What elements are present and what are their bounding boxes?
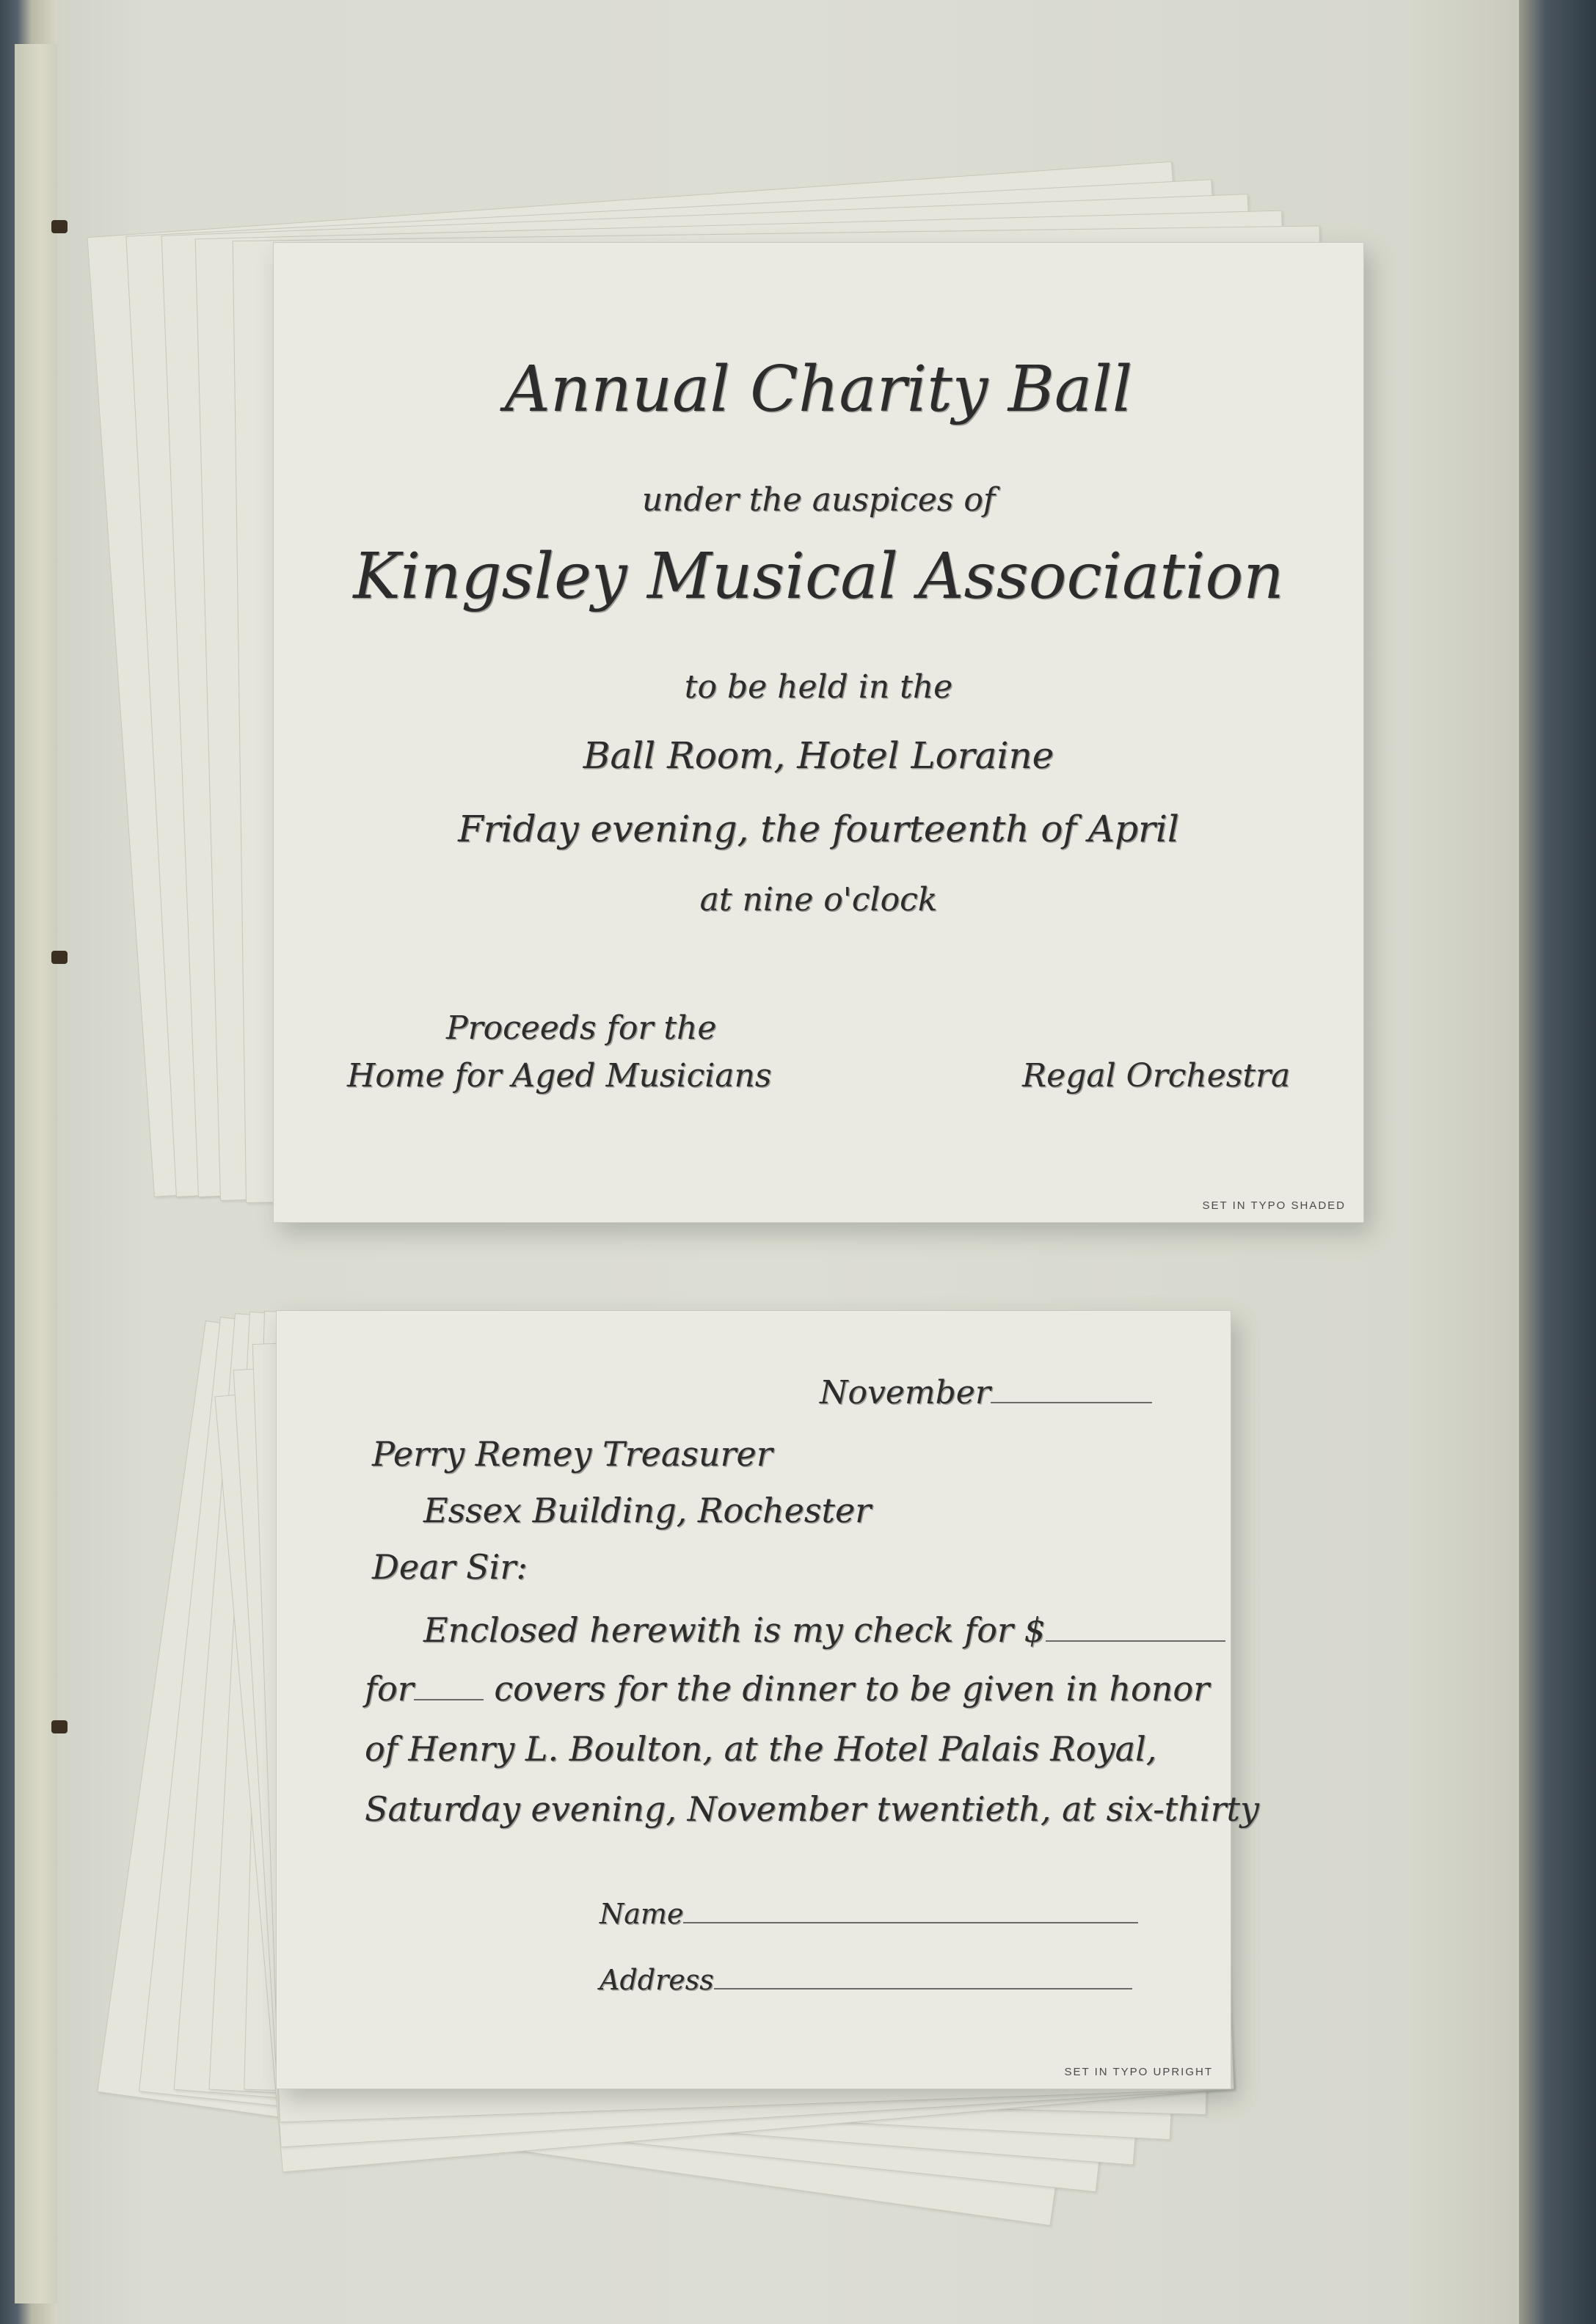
typeface-credit: SET IN TYPO UPRIGHT [1064, 2066, 1213, 2078]
address-blank-line [714, 1988, 1132, 1989]
proceeds-line-1: Proceeds for the [446, 1009, 717, 1047]
book-binding-right [1519, 0, 1596, 2324]
card-title: Annual Charity Ball [504, 353, 1133, 426]
body-line-1: Enclosed herewith is my check for $ [423, 1610, 1225, 1650]
name-blank-line [683, 1922, 1138, 1923]
month-label: November [820, 1374, 991, 1411]
auspices-line: under the auspices of [641, 481, 996, 519]
address-label: Address [600, 1964, 714, 1996]
amount-blank-line [1046, 1640, 1225, 1642]
addressee: Perry Remey Treasurer [372, 1434, 773, 1474]
proceeds-line-2: Home for Aged Musicians [347, 1057, 772, 1095]
location-intro: to be held in the [684, 668, 953, 706]
event-date: Friday evening, the fourteenth of April [458, 808, 1179, 850]
binding-hole [51, 220, 68, 233]
body-line-3: of Henry L. Boulton, at the Hotel Palais Royal, [365, 1729, 1157, 1769]
binding-hole [51, 951, 68, 964]
body-line-2: for covers for the dinner to be given in honor [365, 1669, 1210, 1709]
name-line [600, 1898, 1138, 1930]
dinner-reservation-card [276, 1310, 1259, 2089]
salutation: Dear Sir: [372, 1547, 528, 1587]
previous-page-edge [15, 44, 58, 2303]
typeface-credit: SET IN TYPO SHADED [1202, 1199, 1346, 1212]
address-line [600, 1964, 1132, 1996]
event-time: at nine o'clock [699, 881, 938, 918]
organization-name: Kingsley Musical Association [353, 540, 1284, 613]
venue: Ball Room, Hotel Loraine [583, 734, 1054, 777]
binding-hole [51, 1720, 68, 1733]
name-label: Name [600, 1898, 684, 1930]
addressee-address: Essex Building, Rochester [423, 1491, 872, 1530]
covers-blank-line [414, 1699, 484, 1700]
orchestra: Regal Orchestra [1022, 1057, 1291, 1095]
date-blank-line [991, 1402, 1152, 1403]
charity-ball-invitation-card [273, 242, 1364, 1223]
month-line [820, 1374, 1152, 1411]
body-line-4: Saturday evening, November twentieth, at six-thirty [365, 1789, 1259, 1829]
